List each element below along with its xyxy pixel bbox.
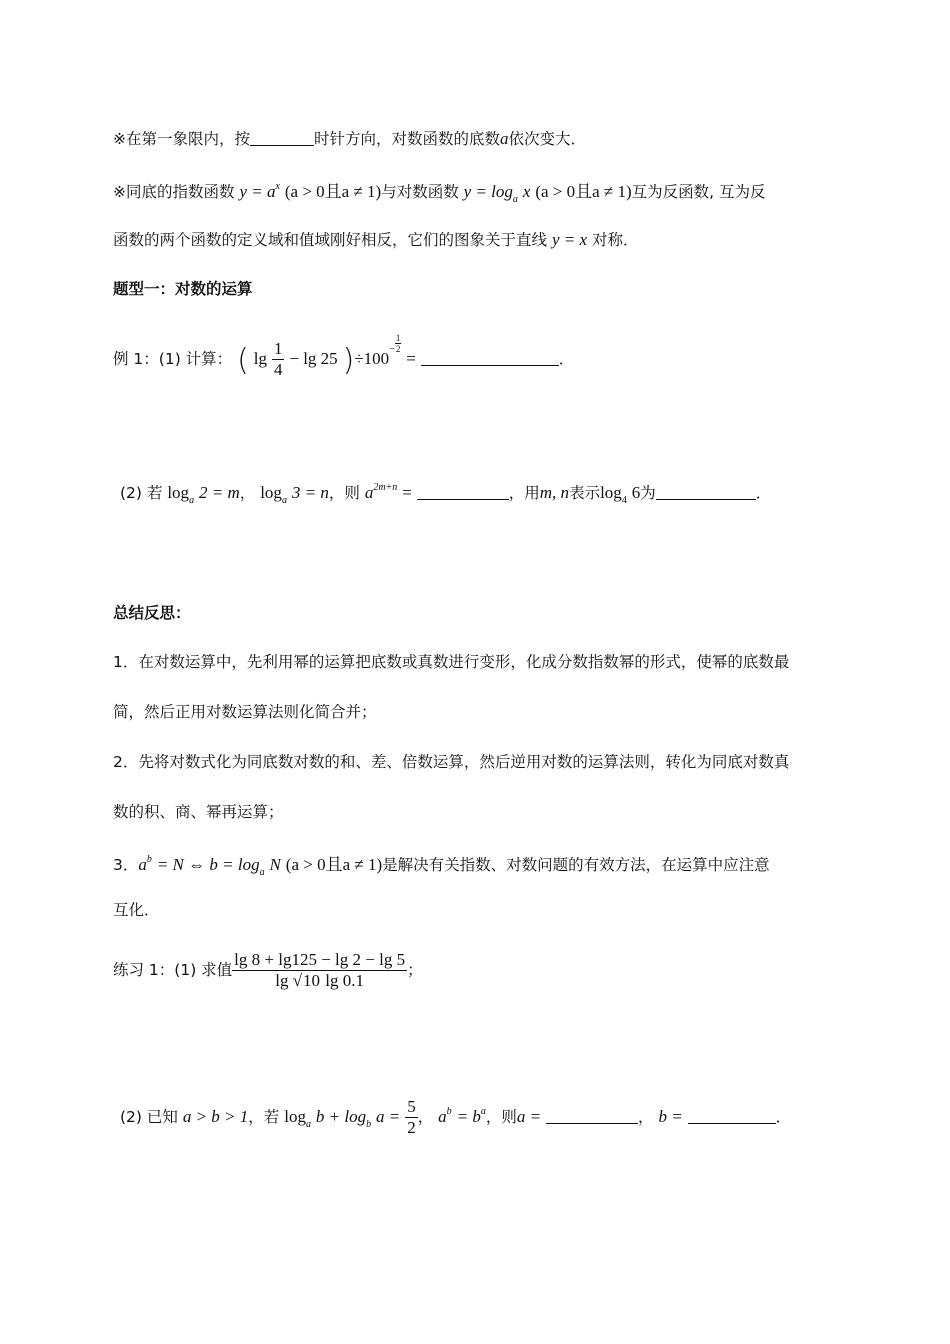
summary-item-1a: 1．在对数运算中，先利用幂的运算把底数或真数进行变形，化成分数指数幂的形式，使幂的底数最 (113, 653, 790, 671)
exponent-b: b (146, 854, 152, 865)
var-N: N (269, 855, 281, 874)
log-base-b: b (366, 1119, 372, 1130)
log-base-a: a (281, 495, 287, 506)
log-eq-m: 2 = m (199, 483, 240, 502)
b-plus-log: b + log (315, 1107, 367, 1126)
item-3-label: 3． (113, 856, 139, 874)
answer-blank-a[interactable] (546, 1107, 638, 1124)
var-a: a (438, 1107, 447, 1126)
minus-lg25: − lg 25 (289, 349, 338, 368)
exponent-sign: − (389, 344, 395, 355)
lg-text: lg (253, 349, 267, 368)
note-2-continued (113, 228, 638, 252)
practice-1-label: 练习 1：(1) 求值 (113, 961, 233, 979)
example-1-part-1 (113, 328, 574, 381)
comma: ， (638, 1108, 654, 1126)
note-2-cont-text: 函数的两个函数的定义域和值域刚好相反，它们的图象关于直线 (113, 231, 548, 249)
practice-1-end: ； (407, 961, 423, 979)
log-eq-n: 3 = n (291, 483, 329, 502)
summary-item-2a: 2．先将对数式化为同底数对数的和、差、倍数运算，然后逆用对数的运算法则，转化为同底对数真 (113, 753, 790, 771)
use-text: ，用 (508, 484, 540, 502)
note-1-end: 依次变大． (508, 130, 587, 148)
summary-item-3c: 互化． (113, 901, 160, 919)
practice-1-part-1 (113, 948, 423, 992)
log-base-a: a (189, 495, 195, 506)
a-equals: a = (376, 1107, 401, 1126)
example-1-2-label: (2) 若 (120, 484, 163, 502)
equals-sign: = (406, 349, 416, 368)
condition-a-b: a > b > 1 (182, 1107, 249, 1126)
answer-blank-1[interactable] (421, 349, 559, 366)
fraction-numerator: 1 (273, 339, 283, 358)
answer-blank-3[interactable] (656, 483, 756, 500)
log-function: y = log (463, 182, 513, 201)
practice-1-2-label: (2) 已知 (120, 1108, 178, 1126)
sqrt-10: 10 (303, 971, 321, 990)
section-title-1: 题型一：对数的运算 (113, 280, 253, 298)
fraction-5-2 (405, 1097, 418, 1138)
comma: ， (417, 1108, 434, 1126)
var-a: a (138, 855, 147, 874)
exponent-b: b (446, 1106, 452, 1117)
log-text: log (600, 483, 622, 502)
answer-blank-b[interactable] (688, 1107, 776, 1124)
var-a: a (500, 129, 509, 148)
item-3-end: 是解决有关指数、对数问题的有效方法，在运算中应注意 (382, 856, 770, 874)
exponent-a: a (480, 1106, 486, 1117)
note-2-prefix: ※同底的指数函数 (113, 183, 235, 201)
example-1-2-end: ． (755, 484, 772, 502)
condition-2: (a > 0且a ≠ 1) (535, 182, 632, 201)
then-text: ，则 (328, 484, 360, 502)
equivalence: = N ⇔ b = log (156, 855, 260, 874)
note-2 (113, 175, 766, 212)
left-paren: ( (237, 343, 249, 378)
den-lg: lg (275, 971, 289, 990)
b-equals: b = (658, 1107, 683, 1126)
practice-fraction (232, 950, 407, 991)
line-y-eq-x: y = x (551, 230, 588, 249)
example-1-label: 例 1：(1) 计算： (113, 350, 233, 368)
log-text: log (284, 1107, 306, 1126)
practice-1-2-end: ． (775, 1108, 792, 1126)
right-paren: ) (342, 343, 355, 378)
equals-sign: = (402, 483, 412, 502)
answer-blank-2[interactable] (417, 483, 509, 500)
fraction-denominator: 2 (407, 1118, 416, 1137)
log-base-4: 4 (621, 495, 627, 506)
condition-1: (a > 0且a ≠ 1) (284, 182, 382, 201)
summary-title: 总结反思： (113, 604, 191, 622)
den-lg-0-1: lg 0.1 (325, 971, 365, 990)
comma: ， (239, 484, 256, 502)
note-2-cont-end: 对称． (591, 231, 639, 249)
log-base-a: a (259, 867, 265, 878)
fill-blank[interactable] (250, 129, 314, 146)
exponent-numerator: 1 (395, 333, 401, 343)
note-1 (113, 127, 586, 151)
log-base-a: a (305, 1119, 311, 1130)
express-text: 表示 (569, 484, 601, 502)
exponent-2m-n: 2m+n (373, 482, 398, 493)
practice-numerator: lg 8 + lg125 − lg 2 − lg 5 (234, 950, 406, 969)
log-arg-6: 6 (631, 483, 641, 502)
fraction-numerator: 5 (407, 1097, 416, 1116)
exp-superscript: x (275, 181, 280, 192)
note-2-end: 互为反函数, 互为反 (631, 183, 766, 201)
fraction-1-4 (272, 339, 285, 380)
exp-function: y = a (239, 182, 276, 201)
summary-item-1b: 简，然后正用对数运算法则化简合并； (113, 703, 377, 721)
log-text: log (260, 483, 282, 502)
divide-100: ÷100 (354, 349, 390, 368)
practice-1-part-2 (120, 1090, 791, 1147)
vars-m-n: m, n (539, 483, 570, 502)
note-2-mid: 与对数函数 (381, 183, 459, 201)
summary-item-2b: 数的积、商、幂再运算； (113, 803, 284, 821)
equals-b: = b (456, 1107, 481, 1126)
log-argument: x (522, 182, 531, 201)
then-text: ，则 (485, 1108, 517, 1126)
condition: (a > 0且a ≠ 1) (285, 855, 383, 874)
exponent-fraction (395, 333, 402, 354)
example-1-end: ． (558, 350, 575, 368)
var-a: a (364, 483, 374, 502)
summary-item-3 (113, 848, 770, 885)
if-text: ，若 (248, 1108, 280, 1126)
log-text: log (167, 483, 190, 502)
exponent-denominator: 2 (395, 344, 401, 354)
note-1-suffix: 时针方向，对数函数的底数 (314, 130, 501, 148)
log-subscript: a (512, 194, 518, 205)
note-1-prefix: ※在第一象限内，按 (113, 130, 250, 148)
a-equals: a = (516, 1107, 542, 1126)
practice-denominator: lg √10 lg 0.1 (275, 971, 365, 990)
as-text: 为 (640, 484, 656, 502)
fraction-denominator: 4 (273, 360, 283, 379)
example-1-part-2 (120, 476, 771, 513)
